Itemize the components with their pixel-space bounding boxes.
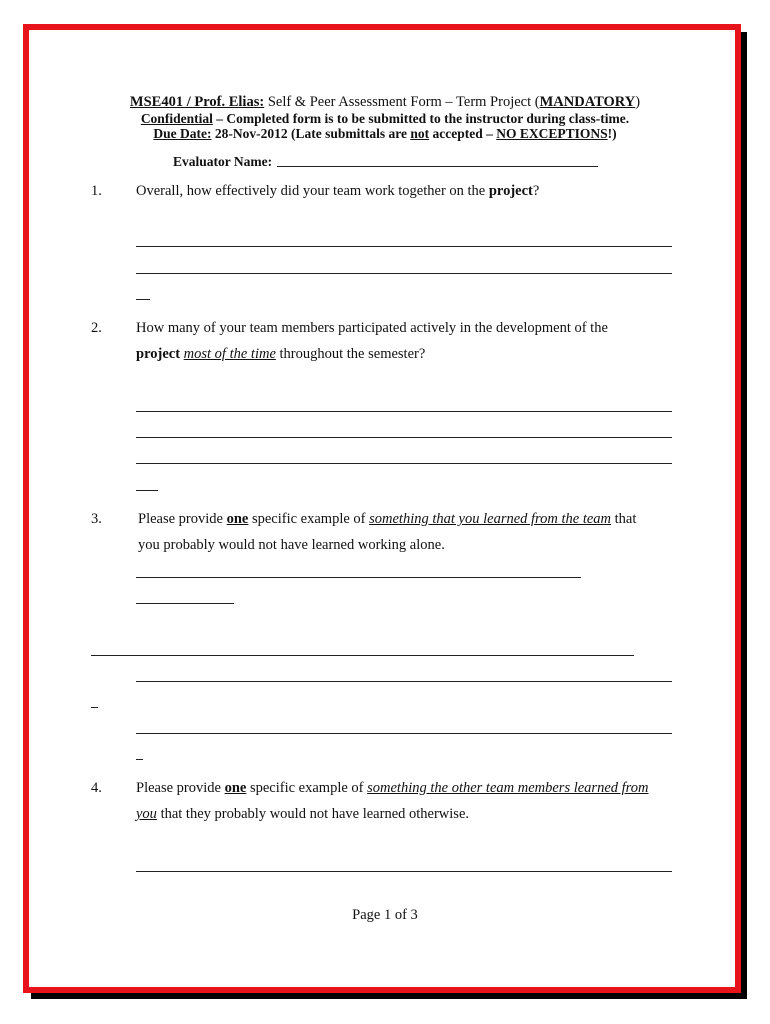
evaluator-name-field[interactable] (277, 166, 598, 167)
due-date-text: 28-Nov-2012 (Late submittals are (211, 126, 411, 141)
question-1-number: 1. (91, 183, 102, 199)
answer-3-line-2[interactable] (136, 603, 234, 604)
question-1-text-b: ? (532, 183, 540, 199)
form-title (0, 94, 770, 111)
question-3-text-a: Please provide (138, 511, 227, 527)
evaluator-name-label: Evaluator Name: (173, 154, 273, 169)
question-2-number: 2. (91, 320, 102, 336)
answer-3-line-4[interactable] (136, 681, 672, 682)
question-3-bold: one (226, 511, 249, 527)
question-1-bold: project (488, 183, 533, 199)
answer-2-line-3[interactable] (136, 463, 672, 464)
question-4-text-c: that they probably would not have learned otherwise. (156, 806, 469, 822)
question-3-text-c: that (611, 511, 637, 527)
question-4-text-line-2 (136, 806, 469, 823)
question-4-text-b: specific example of (246, 780, 368, 796)
confidential-text: – Completed form is to be submitted to the instructor during class-time. (212, 111, 630, 126)
question-4-italic-2: you (136, 806, 157, 822)
not-word: not (410, 126, 430, 141)
question-2-italic: most of the time (183, 346, 276, 362)
answer-2-line-1[interactable] (136, 411, 672, 412)
answer-1-line-1[interactable] (136, 246, 672, 247)
title-text: Self & Peer Assessment Form – Term Project ( (264, 94, 540, 110)
answer-2-line-2[interactable] (136, 437, 672, 438)
question-3-italic: something that you learned from the team (369, 511, 612, 527)
question-3-number: 3. (91, 511, 102, 527)
question-2-bold: project (136, 346, 181, 362)
answer-3-line-7[interactable] (136, 759, 143, 760)
question-3-text-line-2: you probably would not have learned working alone. (138, 537, 445, 553)
no-exceptions-label: NO EXCEPTIONS (496, 126, 608, 141)
answer-3-line-1[interactable] (136, 577, 581, 578)
question-1-text (136, 183, 539, 200)
question-4-text-a: Please provide (136, 780, 225, 796)
answer-3-line-5[interactable] (91, 707, 98, 708)
answer-4-line-1[interactable] (136, 871, 672, 872)
answer-3-line-6[interactable] (136, 733, 672, 734)
question-4-number: 4. (91, 780, 102, 796)
question-4-italic: something the other team members learned from (367, 780, 649, 796)
confidential-label: Confidential (140, 111, 213, 126)
due-date-label: Due Date: (153, 126, 212, 141)
course-label: MSE401 / Prof. Elias: (129, 94, 265, 110)
page-number: Page 1 of 3 (352, 907, 418, 923)
answer-3-line-3[interactable] (91, 655, 634, 656)
answer-1-line-3[interactable] (136, 299, 150, 300)
question-4-text-line-1 (136, 780, 649, 797)
answer-1-line-2[interactable] (136, 273, 672, 274)
page-border (23, 24, 741, 993)
mandatory-label: MANDATORY (539, 94, 636, 110)
question-3-text-b: specific example of (248, 511, 370, 527)
question-2-text-line-2 (136, 346, 425, 363)
due-date-line (0, 126, 770, 142)
question-2-text-line-1: How many of your team members participated actively in the development of the (136, 320, 608, 336)
question-1-text-a: Overall, how effectively did your team work together on the (136, 183, 489, 199)
title-close: ) (635, 94, 641, 110)
due-date-text-2: accepted – (429, 126, 497, 141)
question-2-text-b: throughout the semester? (275, 346, 426, 362)
question-4-bold: one (224, 780, 247, 796)
answer-2-line-4[interactable] (136, 490, 158, 491)
due-date-text-3: !) (607, 126, 617, 141)
question-3-text-line-1 (138, 511, 636, 528)
confidential-line (0, 111, 770, 127)
